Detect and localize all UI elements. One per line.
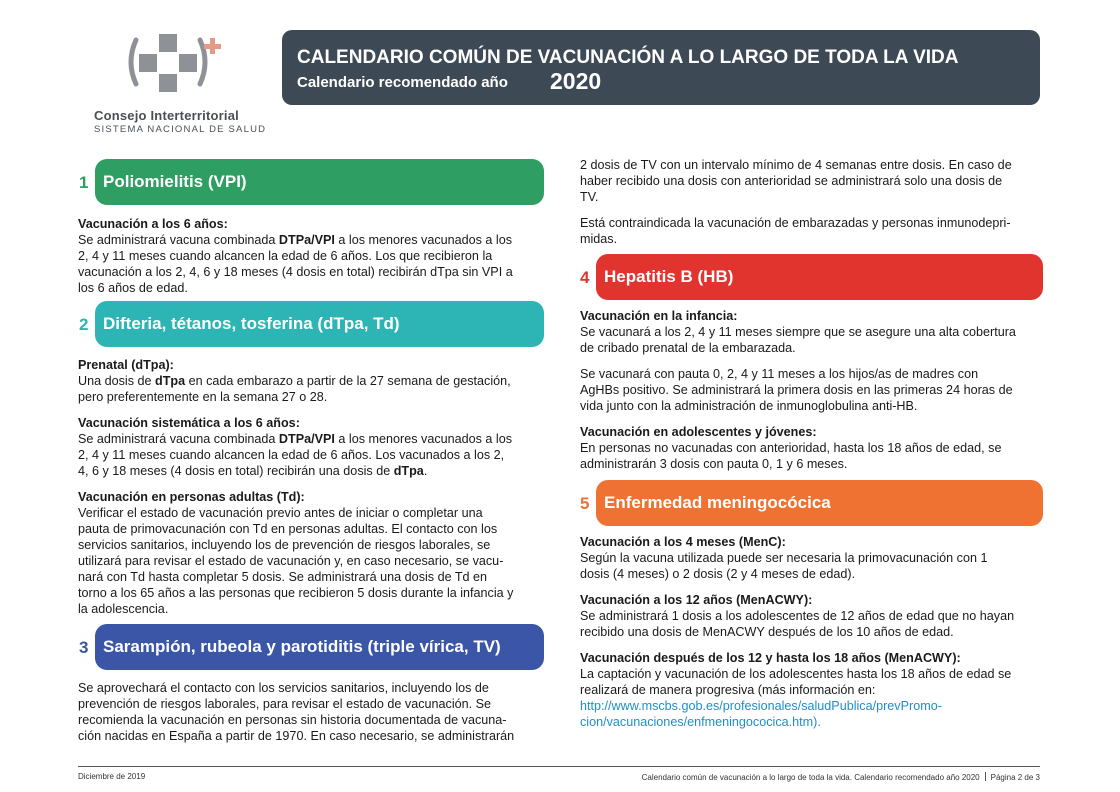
paragraph-text: en cada embarazo a partir de la 27 semana de gestación, pero preferentemente en la semana 27 o 28. [78,374,511,404]
paragraph [580,592,1042,640]
paragraph-text: Se vacunará a los 2, 4 y 11 meses siempre que se asegure una alta cobertura de cribado prenatal de la embarazada. [580,325,1016,355]
footer-doc-title: Calendario común de vacunación a lo largo de toda la vida. Calendario recomendado año 2020 [641,773,980,782]
paragraph: 2 dosis de TV con un intervalo mínimo de 4 semanas entre dosis. En caso de haber recibido una dosis con anterioridad se administrará solo una dosis de TV. [580,158,1012,204]
paragraph [78,357,546,405]
section-1-title: Poliomielitis (VPI) [103,172,247,191]
paragraph-text: Una dosis de [78,374,156,388]
footer-separator [985,772,986,781]
section-2-text [78,357,546,627]
paragraph-text: Se administrará vacuna combinada [78,432,279,446]
paragraph-heading: Vacunación a los 4 meses (MenC): [580,535,786,549]
paragraph-text: Se administrará vacuna combinada [78,233,279,247]
section-4-text [580,308,1042,482]
paragraph-text: . [423,464,428,478]
paragraph [580,650,1042,730]
paragraph-heading: Prenatal (dTpa): [78,358,174,372]
paragraph-heading: Vacunación a los 6 años: [78,217,228,231]
section-4-title: Hepatitis B (HB) [604,267,734,286]
paragraph-text: a los menores vacunados a los 2, 4 y 11 meses cuando alcancen la edad de 6 años. Los que recibieron la vacunación a los 2, 4, 6 y 18 meses (4 dosis en total) recibirán dTpa sin VPI a los 6 años de edad. [78,233,513,295]
paragraph-bold: DTPa/VPI [278,432,335,446]
section-4-bar [596,254,1043,300]
section-5-bar [596,480,1043,526]
paragraph-text: Verificar el estado de vacunación previo antes de iniciar o completar una pauta de primovacunación con Td en personas adultas. El contacto con los servicios sanitarios, incluyendo los de prevención de riesgos laborales, se utilizará para revisar el estado de vacunación y, en caso necesario, se vacu- nará con Td hasta completar 5 dosis. Se administrará una dosis de Td en torno a los 65 años a las personas que recibieron 5 dosis durante la infancia y la adolescencia. [78,506,514,616]
section-5-number: 5 [580,494,590,513]
paragraph-heading: Vacunación en la infancia: [580,309,738,323]
section-3-number: 3 [79,638,89,657]
header-subtitle: Calendario recomendado año [297,74,508,91]
paragraph-bold: dTpa [155,374,186,388]
header-banner [282,30,1040,105]
logo [88,32,267,137]
footer-right [642,772,1040,782]
section-1-bar [95,159,544,205]
footer-page-number: Página 2 de 3 [990,773,1040,782]
meningococcal-info-link[interactable]: http://www.mscbs.gob.es/profesionales/saludPublica/prevPromo- cion/vacunaciones/enfmeningococica.htm). [580,699,942,729]
section-3-title: Sarampión, rubeola y parotiditis (triple vírica, TV) [103,637,501,656]
paragraph-text: a los menores vacunados a los 2, 4 y 11 meses cuando alcancen la edad de 6 años. Los vacunados a los 2, 4, 6 y 18 meses (4 dosis en total) recibirán una dosis de [78,432,513,478]
section-1-text [78,216,546,306]
section-2-bar [95,301,544,347]
section-3-continuation [580,157,1042,257]
footer-divider [78,766,1040,767]
paragraph-heading: Vacunación en personas adultas (Td): [78,490,305,504]
section-5-text [580,534,1042,740]
logo-title: Consejo Interterritorial [94,108,239,123]
paragraph-heading: Vacunación en adolescentes y jóvenes: [580,425,817,439]
section-2-title: Difteria, tétanos, tosferina (dTpa, Td) [103,314,400,333]
paragraph-bold: dTpa [393,464,424,478]
paragraph-heading: Vacunación después de los 12 y hasta los 18 años (MenACWY): [580,651,961,665]
paragraph-text: La captación y vacunación de los adolescentes hasta los 18 años de edad se realizará de manera progresiva (más información en: [580,667,1012,697]
section-2-number: 2 [79,315,89,334]
footer-date: Diciembre de 2019 [78,772,146,781]
paragraph [580,308,1042,356]
paragraph [78,415,546,479]
section-3-bar [95,624,544,670]
paragraph-heading: Vacunación a los 12 años (MenACWY): [580,593,813,607]
section-5-title: Enfermedad meningocócica [604,493,831,512]
section-4-number: 4 [580,268,590,287]
paragraph-text: Se administrará 1 dosis a los adolescentes de 12 años de edad que no hayan recibido una dosis de MenACWY después de los 10 años de edad. [580,609,1015,639]
header-year: 2020 [550,68,602,94]
paragraph [580,534,1042,582]
section-1-number: 1 [79,173,89,192]
paragraph: Se vacunará con pauta 0, 2, 4 y 11 meses a los hijos/as de madres con AgHBs positivo. Se administrará la primera dosis en las primeras 24 horas de vida junto con la administración de inmunoglobulina anti-HB. [580,367,1013,413]
paragraph [78,216,546,296]
section-3-text [78,680,546,754]
logo-subtitle: SISTEMA NACIONAL DE SALUD [94,124,267,135]
paragraph: Está contraindicada la vacunación de embarazadas y personas inmunodepri- midas. [580,216,1011,246]
paragraph-bold: DTPa/VPI [278,233,335,247]
paragraph-heading: Vacunación sistemática a los 6 años: [78,416,300,430]
header-title: CALENDARIO COMÚN DE VACUNACIÓN A LO LARGO DE TODA LA VIDA [297,47,959,68]
paragraph-text: Según la vacuna utilizada puede ser necesaria la primovacunación con 1 dosis (4 meses) o 2 dosis (2 y 4 meses de edad). [580,551,988,581]
plus-cross-logo-icon [126,32,236,94]
paragraph [78,489,546,617]
paragraph: Se aprovechará el contacto con los servicios sanitarios, incluyendo los de prevención de riesgos laborales, para revisar el estado de vacunación. Se recomienda la vacunación en personas sin historia documentada de vacuna- ción nacidas en España a partir de 1970. En caso necesario, se administrarán [78,681,515,743]
paragraph-text: En personas no vacunadas con anterioridad, hasta los 18 años de edad, se administrarán 3 dosis con pauta 0, 1 y 6 meses. [580,441,1002,471]
paragraph [580,424,1042,472]
